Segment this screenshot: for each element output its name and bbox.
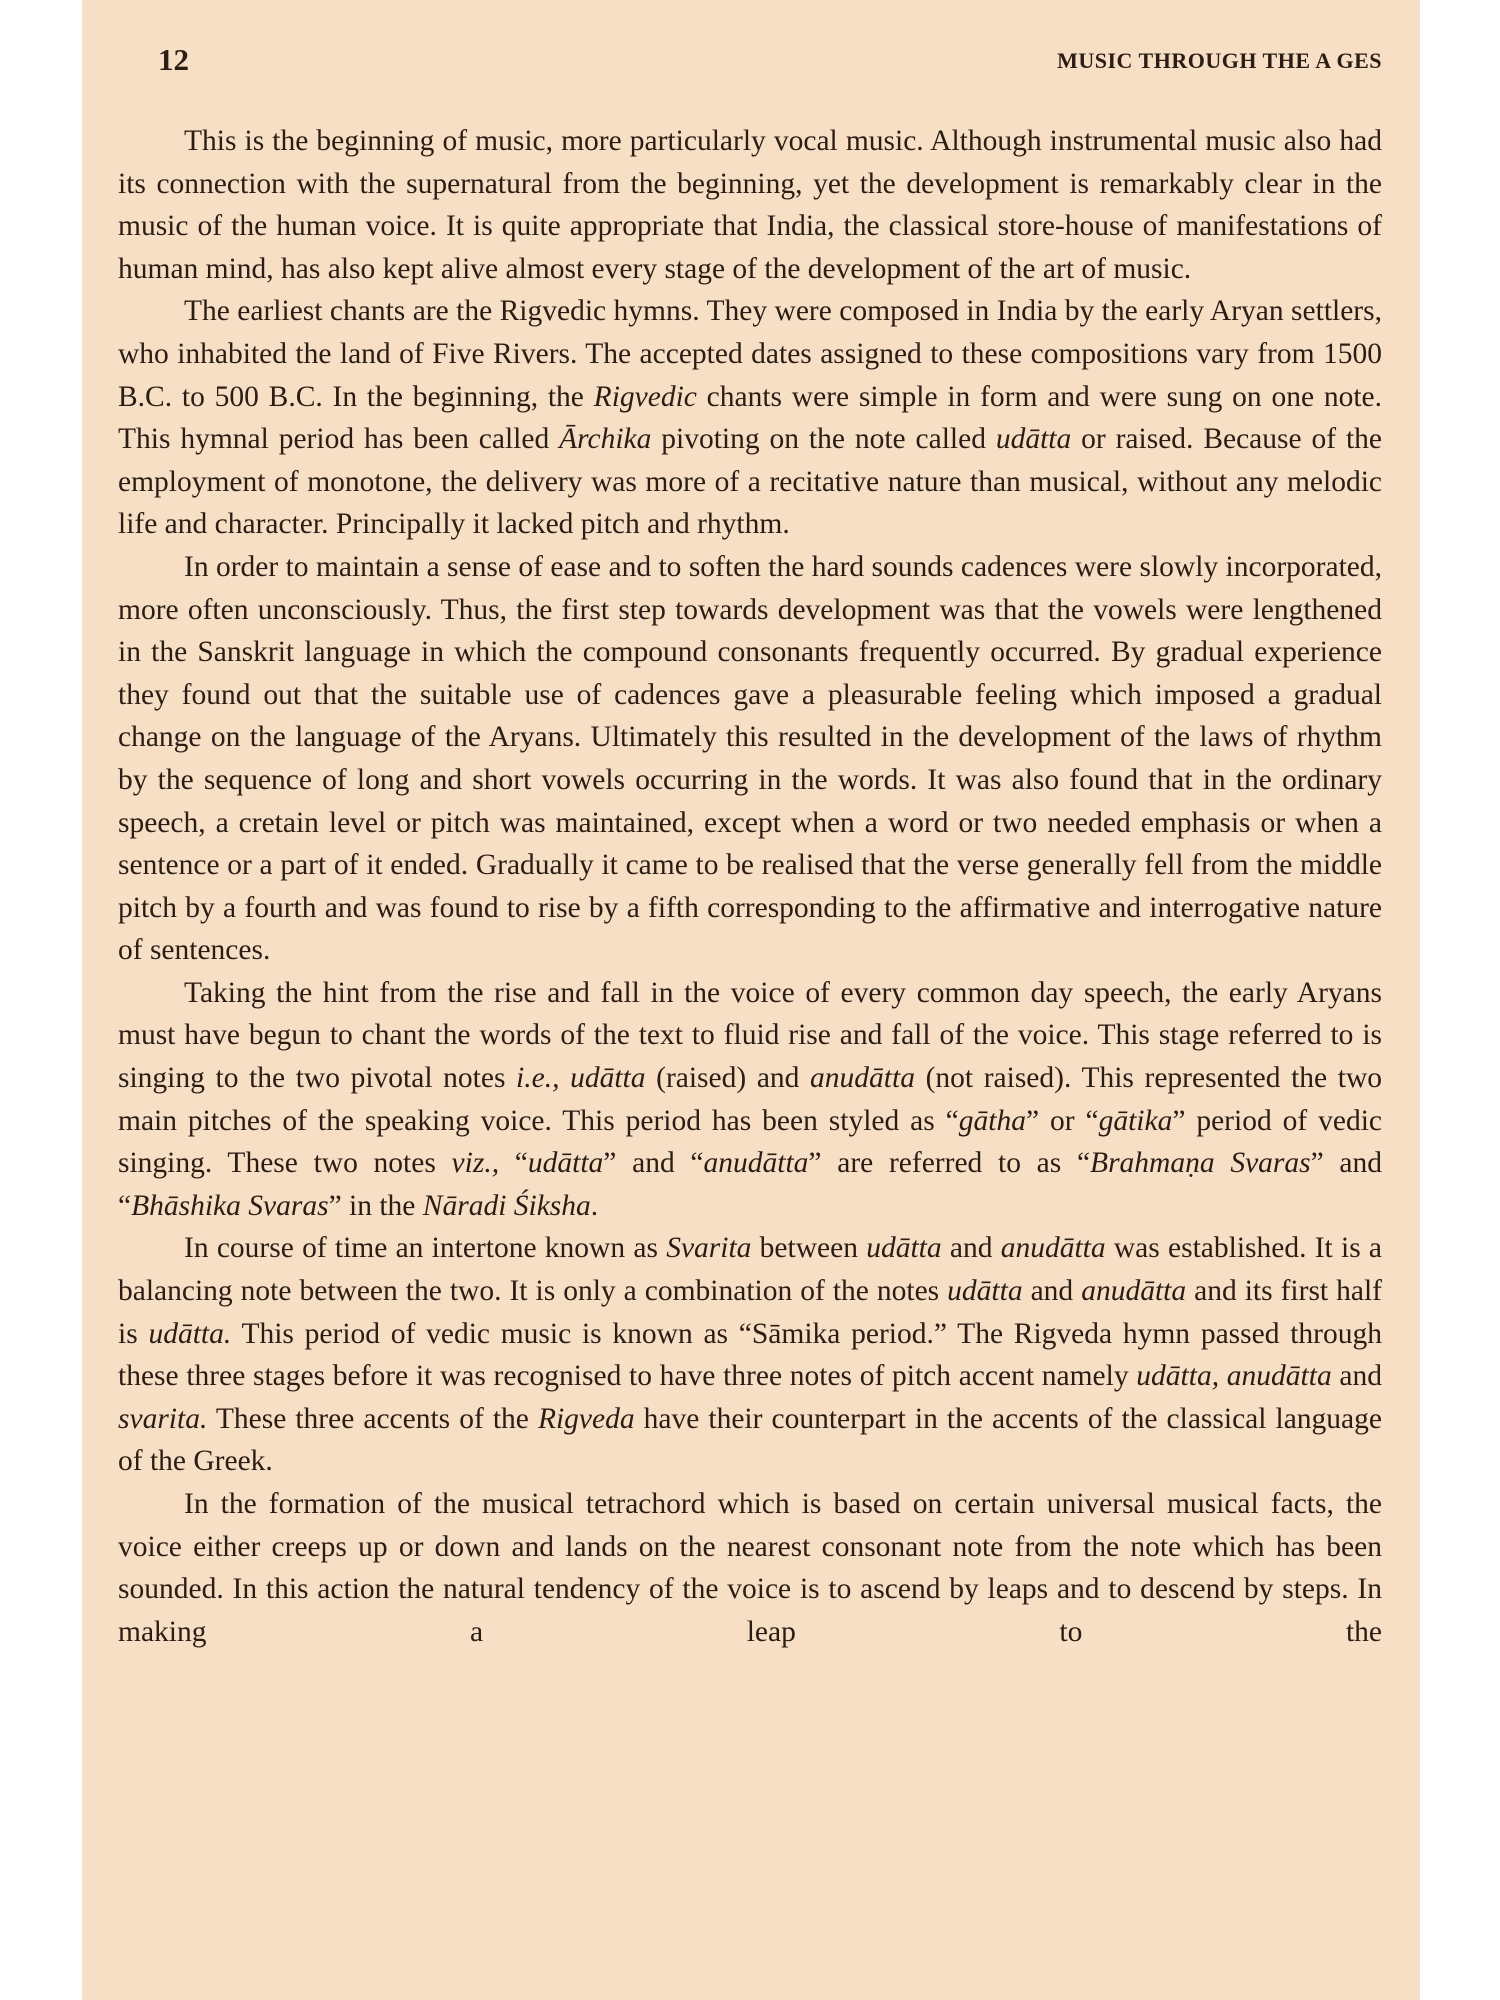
body-text [118,120,1382,1653]
text-run: ” or “ [1025,1104,1099,1137]
text-run: These three accents of the [207,1402,538,1435]
text-run: have their counterpart in the accents of the classical language of the Greek. [118,1402,1382,1478]
running-head [118,0,1382,120]
italic-term: udātta [947,1275,1023,1308]
paragraph [118,1227,1382,1483]
italic-term: udātta [995,423,1072,456]
text-run: In the formation of the musical tetrachord which is based on certain universal musical facts, the voice either creeps up or down and lands on the nearest consonant note from the note which has been sounded. In this action the natural tendency of the voice is to ascend by leaps and to descend by steps. In making a leap to the [118,1488,1382,1648]
text-run: “ [499,1147,528,1180]
text-run: In order to maintain a sense of ease and to soften the hard sounds cadences were slowly incorporated, more often unconsciously. Thus, the first step towards development was that the vowels were lengthened in the Sanskrit language in which the compound consonants frequently occurred. By gradual experience they found out that the suitable use of cadences gave a pleasurable feeling which imposed a gradual change on the language of the Aryans. Ultimately this resulted in the development of the laws of rhythm by the sequence of long and short vowels occurring in the words. It was also found that in the ordinary speech, a cretain level or pitch was maintained, except when a word or two needed emphasis or when a sentence or a part of it ended. Gradually it came to be realised that the verse generally fell from the middle pitch by a fourth and was found to rise by a fifth corresponding to the affirmative and interrogative nature of sentences. [118,550,1382,967]
italic-term: gātika [1098,1104,1173,1137]
text-run: . [590,1189,599,1222]
italic-term: anudātta [1226,1360,1332,1393]
text-run: chants were simple in form and were sung on one note. This hymnal period has been called [118,380,1382,456]
text-run: pivoting on the note called [651,423,996,456]
text-run: (raised) and [645,1062,811,1095]
text-run: This period of vedic music is known as “Sāmika period.” The Rigveda hymn passed through these three stages before it was recognised to have three notes of pitch accent namely [118,1317,1382,1393]
italic-term: udātta [866,1232,942,1265]
paragraph [118,290,1382,546]
italic-term: Rigvedic [593,380,697,413]
italic-term: Nāradi Śiksha [422,1189,591,1222]
italic-term: Bhāshika Svaras [131,1189,329,1222]
italic-term: anudātta [810,1062,915,1095]
italic-term: anudātta [1000,1232,1106,1265]
paragraph [118,546,1382,972]
italic-term: Svarita [666,1232,752,1265]
italic-term: Rigveda [537,1402,635,1435]
italic-term: svarita. [118,1402,208,1435]
text-run: and its first half is [118,1275,1383,1350]
text-run: was established. It is a balancing note between the two. It is only a combination of the notes [118,1232,1383,1308]
text-run [559,1062,570,1094]
italic-term: udātta [527,1147,604,1180]
italic-term: anudātta [1081,1275,1187,1308]
text-run [1219,1360,1227,1392]
text-run: The earliest chants are the Rigvedic hymns. They were composed in India by the early Aryan settlers, who inhabited the land of Five Rivers. The accepted dates assigned to these compositions vary from 1500 B.C. to 500 B.C. In the beginning, the [118,295,1382,413]
italic-term: udātta [570,1062,646,1095]
italic-term: Ārchika [559,423,652,456]
text-run: and [941,1232,1001,1265]
italic-term: i.e., [516,1062,560,1095]
text-run: This is the beginning of music, more particularly vocal music. Although instrumental music also had its connection with the supernatural from the beginning, yet the development is remarkably clear in the music of the human voice. It is quite appropriate that India, the classical store-house of manifestations of human mind, has also kept alive almost every stage of the development of the art of music. [118,125,1382,285]
italic-term: udātta. [148,1317,232,1350]
text-run: or raised. Because of the employment of monotone, the delivery was more of a recitative nature than musical, without any melodic life and character. Principally it lacked pitch and rhythm. [118,423,1382,541]
text-run: ” in the [328,1189,423,1222]
text-run: In course of time an intertone known as [184,1232,667,1265]
text-run: ” and “ [603,1147,704,1180]
text-run: Taking the hint from the rise and fall in the voice of every common day speech, the early Aryans must have begun to chant the words of the text to fluid rise and fall of the voice. This stage referred to is singing to the two pivotal notes [118,976,1382,1095]
italic-term: gātha [958,1104,1026,1137]
text-run: (not raised). This represented the two main pitches of the speaking voice. This period has been styled as “ [118,1062,1382,1137]
italic-term: anudātta [703,1147,809,1180]
text-run: ” and “ [118,1147,1383,1222]
italic-term: Brahmaṇa Svaras [1090,1147,1311,1180]
italic-term: viz., [451,1147,500,1180]
paragraph [118,1483,1382,1653]
text-run: and [1331,1360,1383,1393]
text-run: ” are referred to as “ [808,1147,1091,1180]
paragraph [118,972,1382,1228]
book-page [82,0,1420,2000]
italic-term: udātta, [1136,1360,1220,1393]
text-run: and [1022,1275,1082,1308]
page-number: 12 [158,42,189,77]
text-run: ” period of vedic singing. These two notes [118,1104,1383,1180]
text-run: between [751,1232,867,1265]
paragraph [118,120,1382,290]
running-title: MUSIC THROUGH THE A GES [1057,48,1382,73]
